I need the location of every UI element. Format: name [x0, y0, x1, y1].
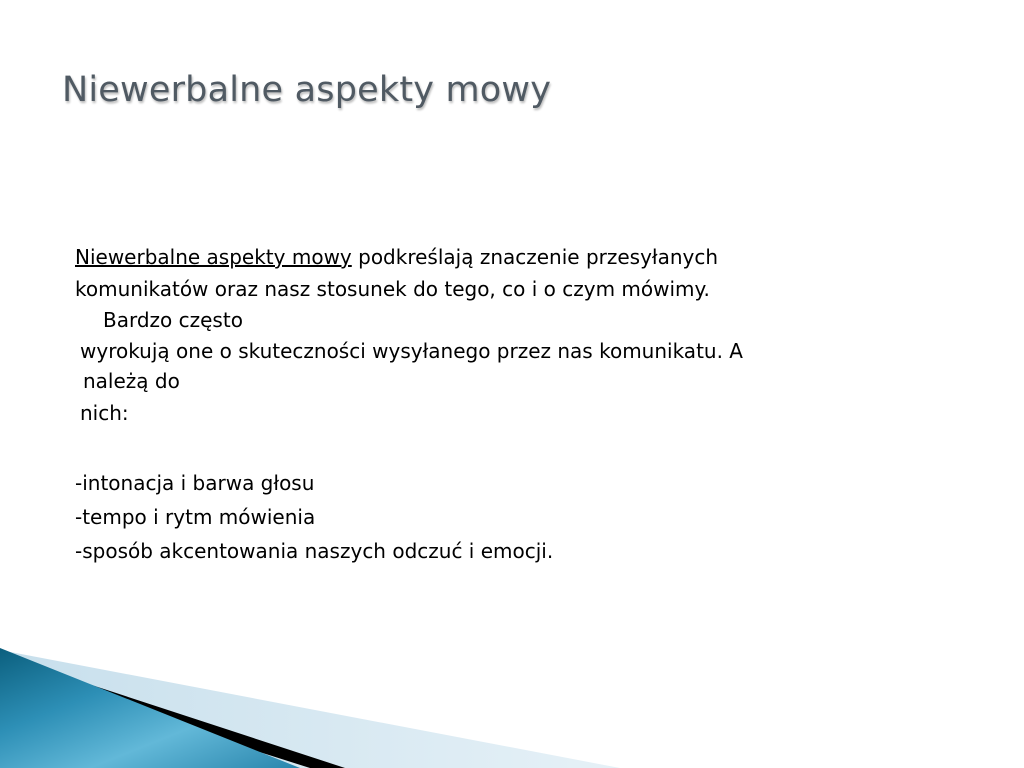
spacer — [75, 430, 955, 466]
list-item: -intonacja i barwa głosu — [75, 471, 315, 495]
body-line-3: wyrokują one o skuteczności wysyłanego przez nas komunikatu. A — [80, 339, 743, 363]
body-line-2: komunikatów oraz nasz stosunek do tego, co i o czym mówimy. — [75, 277, 710, 301]
body-line-1 — [75, 240, 955, 274]
body-line-3-block — [75, 336, 955, 396]
slide-title: Niewerbalne aspekty mowy — [62, 70, 552, 110]
body-line-3-continuation: należą do — [83, 369, 180, 393]
body-line-2-continuation: Bardzo często — [103, 308, 243, 332]
body-line-4: nich: — [80, 401, 129, 425]
list-item: -sposób akcentowania naszych odczuć i emocji. — [75, 539, 554, 563]
underlined-term: Niewerbalne aspekty mowy — [75, 245, 352, 269]
decorative-wave — [0, 600, 1024, 768]
slide-body — [75, 240, 955, 568]
list-item: -tempo i rytm mówienia — [75, 505, 316, 529]
body-line-1-rest: podkreślają znaczenie przesyłanych — [351, 245, 719, 269]
